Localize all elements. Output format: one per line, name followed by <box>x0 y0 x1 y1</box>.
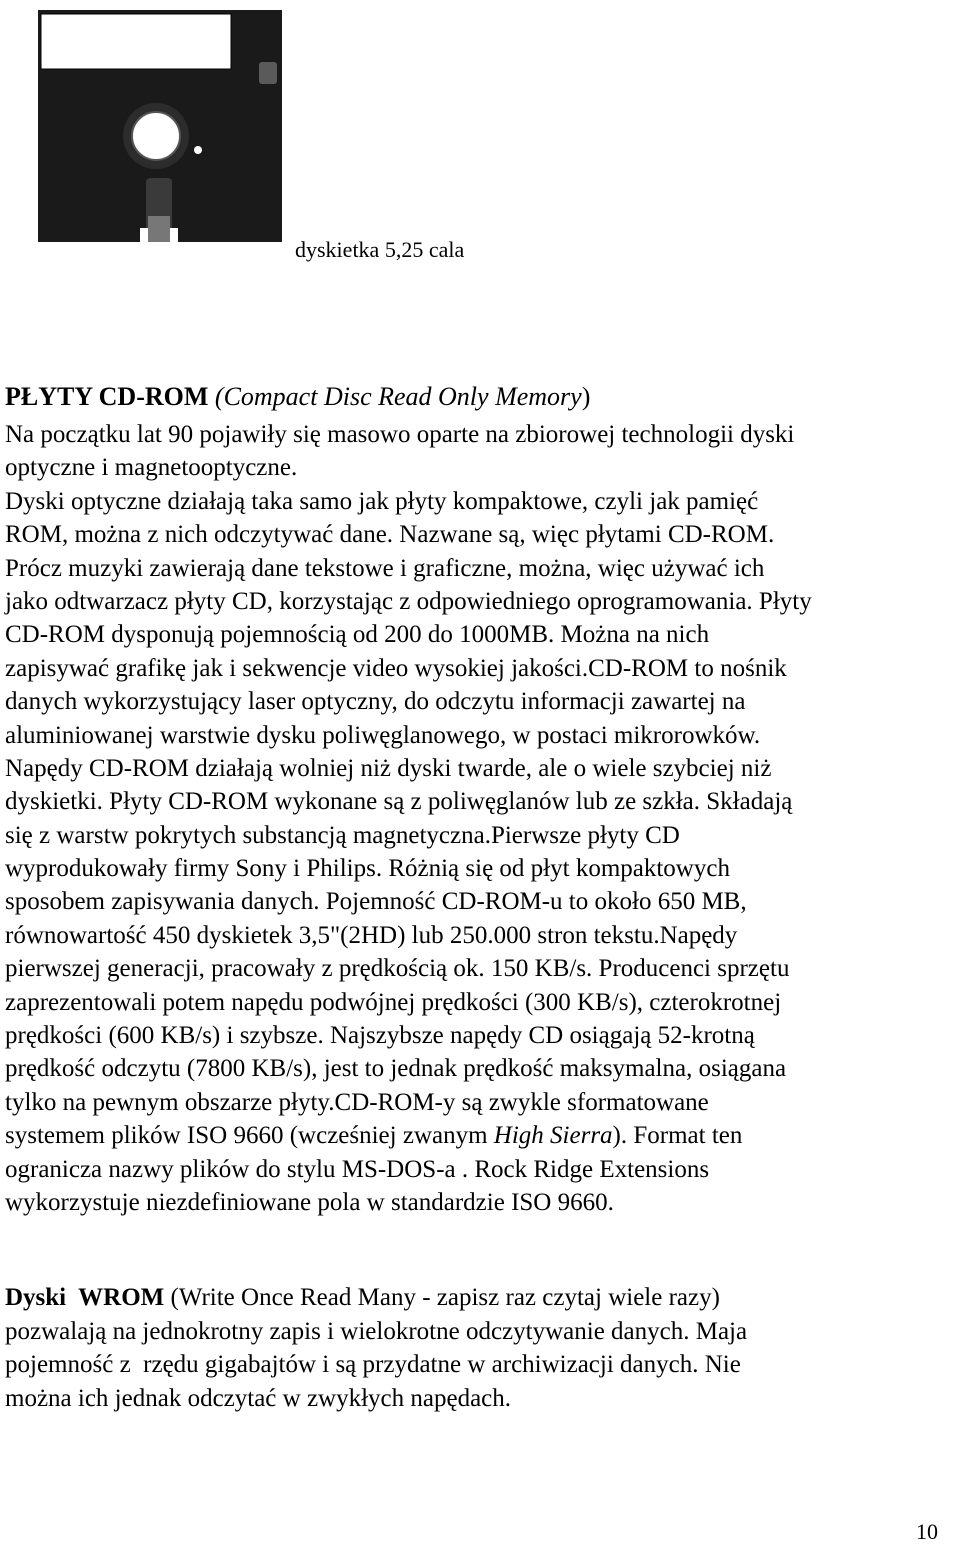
wrom-title-expansion: (Write Once Read Many - zapisz raz czytaj wiele razy) <box>164 1284 720 1311</box>
iso-line-start: systemem plików ISO 9660 (wcześniej zwanym <box>5 1122 494 1150</box>
paragraph-line: ROM, można z nich odczytywać dane. Nazwane są, więc płytami CD-ROM. <box>5 521 775 549</box>
paragraph-line: zaprezentowali potem napędu podwójnej prędkości (300 KB/s), czterokrotnej <box>5 988 782 1016</box>
paragraph-line: Na początku lat 90 pojawiły się masowo oparte na zbiorowej technologii dyski <box>5 421 795 448</box>
paragraph-line: danych wykorzystujący laser optyczny, do odczytu informacji zawartej na <box>5 688 746 716</box>
paragraph-line: sposobem zapisywania danych. Pojemność CD-ROM-u to około 650 MB, <box>5 888 747 916</box>
paragraph-line: prędkości (600 KB/s) i szybsze. Najszybsze napędy CD osiągają 52-krotną <box>5 1022 755 1050</box>
paragraph-line <box>5 1119 955 1152</box>
high-sierra-term: High Sierra <box>493 1122 613 1150</box>
paragraph-line: jako odtwarzacz płyty CD, korzystając z odpowiedniego oprogramowania. Płyty <box>5 587 812 615</box>
paragraph-line: dyskietki. Płyty CD-ROM wykonane są z poliwęglanów lub ze szkła. Składają <box>5 788 793 816</box>
paragraph-line: pojemność z rzędu gigabajtów i są przydatne w archiwizacji danych. Nie <box>5 1351 741 1378</box>
paragraph-line: optyczne i magnetooptyczne. <box>5 454 298 482</box>
cdrom-title-close: ) <box>581 382 591 411</box>
wrom-title: Dyski WROM <box>5 1284 165 1311</box>
paragraph-line: ogranicza nazwy plików do stylu MS-DOS-a . Rock Ridge Extensions <box>5 1155 710 1183</box>
paragraph-line: równowartość 450 dyskietek 3,5"(2HD) lub 250.000 stron tekstu.Napędy <box>5 921 738 949</box>
paragraph-line: pozwalają na jednokrotny zapis i wielokrotne odczytywanie danych. Maja <box>5 1317 748 1345</box>
paragraph-line: wyprodukowały firmy Sony i Philips. Różnią się od płyt kompaktowych <box>5 855 730 883</box>
paragraph-line: prędkość odczytu (7800 KB/s), jest to jednak prędkość maksymalna, osiągana <box>5 1055 787 1083</box>
iso-line-end: ). Format ten <box>612 1122 743 1150</box>
paragraph-line: można ich jednak odczytać w zwykłych napędach. <box>5 1384 512 1412</box>
paragraph-line: aluminiowanej warstwie dysku poliwęglanowego, w postaci mikrorowków. <box>5 721 761 749</box>
page-number: 10 <box>916 1519 938 1544</box>
paragraph-line: CD-ROM dysponują pojemnością od 200 do 1000MB. Można na nich <box>5 621 710 649</box>
wrom-section <box>5 1281 955 1415</box>
paragraph-line: pierwszej generacji, pracowały z prędkością ok. 150 KB/s. Producenci sprzętu <box>5 955 790 983</box>
paragraph-line: Napędy CD-ROM działają wolniej niż dyski twarde, ale o wiele szybciej niż <box>5 754 772 782</box>
figure-caption: dyskietka 5,25 cala <box>295 237 465 262</box>
paragraph-line: Dyski optyczne działają taka samo jak płyty kompaktowe, czyli jak pamięć <box>5 487 759 515</box>
cdrom-title: PŁYTY CD-ROM <box>5 382 209 411</box>
wrom-heading <box>5 1281 955 1315</box>
cdrom-heading <box>5 382 590 412</box>
cdrom-title-expansion: (Compact Disc Read Only Memory <box>208 382 582 411</box>
cdrom-paragraph <box>5 418 955 1219</box>
paragraph-line: tylko na pewnym obszarze płyty.CD-ROM-y są zwykle sformatowane <box>5 1088 709 1116</box>
paragraph-line: się z warstw pokrytych substancją magnetyczna.Pierwsze płyty CD <box>5 821 680 849</box>
paragraph-line: zapisywać grafikę jak i sekwencje video wysokiej jakości.CD-ROM to nośnik <box>5 654 787 682</box>
paragraph-line: Prócz muzyki zawierają dane tekstowe i graficzne, można, więc używać ich <box>5 554 765 582</box>
floppy-disk-5-25-icon <box>38 10 282 242</box>
paragraph-line: wykorzystuje niezdefiniowane pola w standardzie ISO 9660. <box>5 1188 614 1216</box>
